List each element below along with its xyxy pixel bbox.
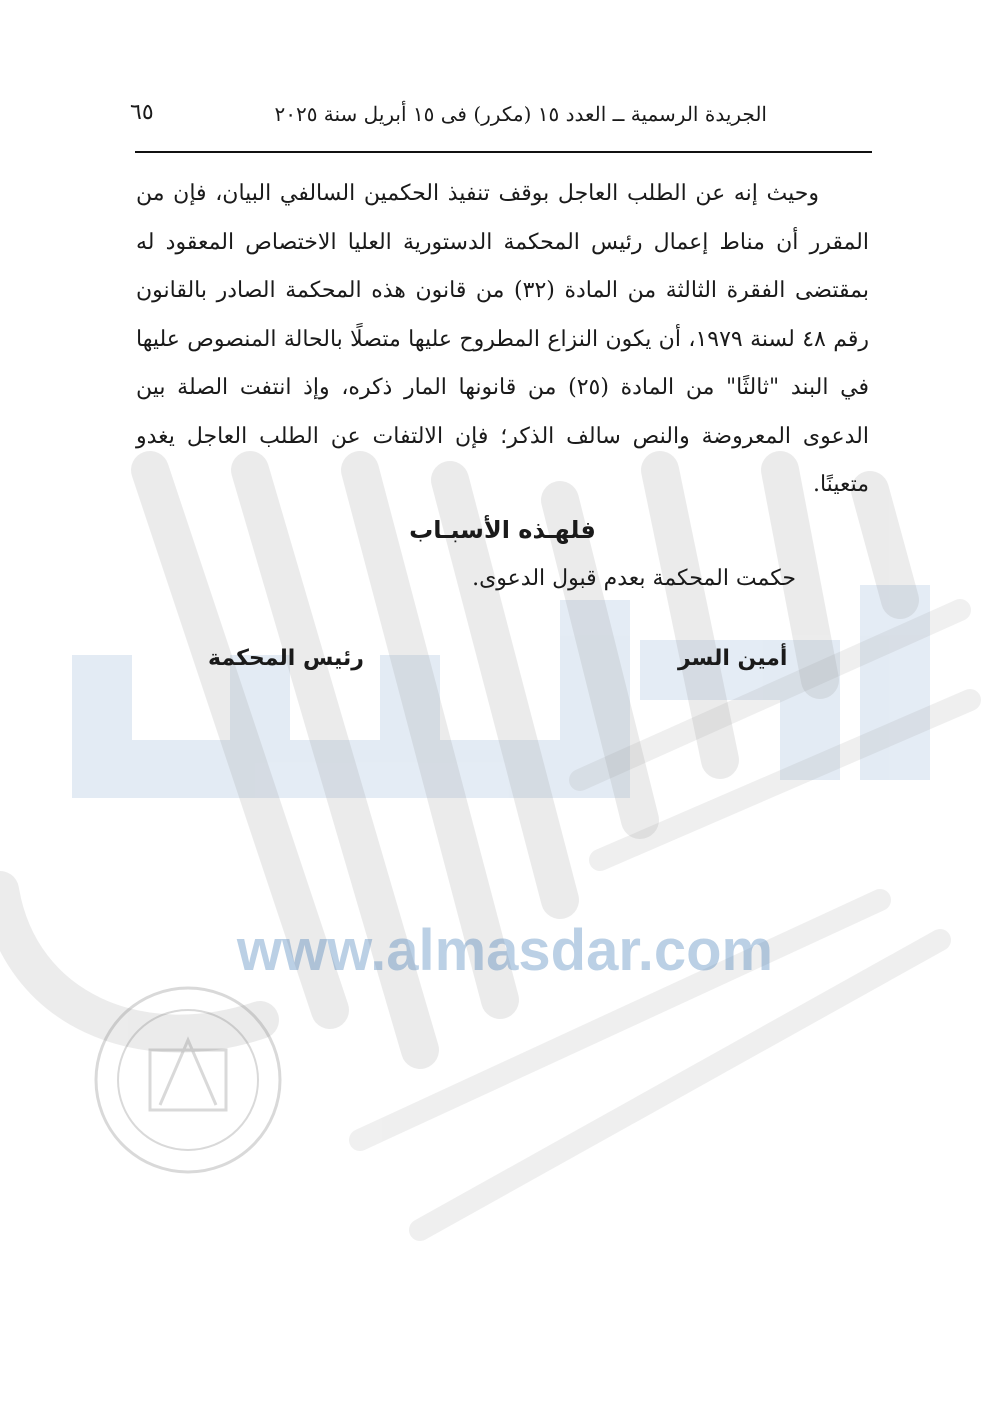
ruling-text: حكمت المحكمة بعدم قبول الدعوى. bbox=[472, 566, 796, 591]
page-number: ٦٥ bbox=[130, 100, 154, 125]
reasons-heading: فلهـذه الأسبـاب bbox=[409, 516, 596, 544]
watermark-site: www.almasdar.com bbox=[236, 918, 774, 983]
gazette-title: الجريدة الرسمية ــ العدد ١٥ (مكرر) فى ١٥ أبريل سنة ٢٠٢٥ bbox=[274, 102, 767, 126]
signature-secretary: أمين السر bbox=[678, 646, 788, 671]
page-header bbox=[130, 100, 872, 136]
header-divider bbox=[135, 151, 872, 153]
judgment-body bbox=[136, 170, 869, 510]
judgment-paragraph: وحيث إنه عن الطلب العاجل بوقف تنفيذ الحكمين السالفي البيان، فإن من المقرر أن مناط إعمال رئيس المحكمة الدستورية العليا الاختصاص المعقود له بمقتضى الفقرة الثالثة من المادة (٣٢) من قانون هذه المحكمة الصادر بالقانون رقم ٤٨ لسنة ١٩٧٩، أن يكون النزاع المطروح عليها متصلًا بالحالة المنصوص عليها في البند "ثالثًا" من المادة (٢٥) من قانونها المار ذكره، وإذ انتفت الصلة بين الدعوى المعروضة والنص سالف الذكر؛ فإن الالتفات عن الطلب العاجل يغدو متعينًا. bbox=[136, 181, 870, 497]
signature-president: رئيس المحكمة bbox=[208, 646, 364, 671]
